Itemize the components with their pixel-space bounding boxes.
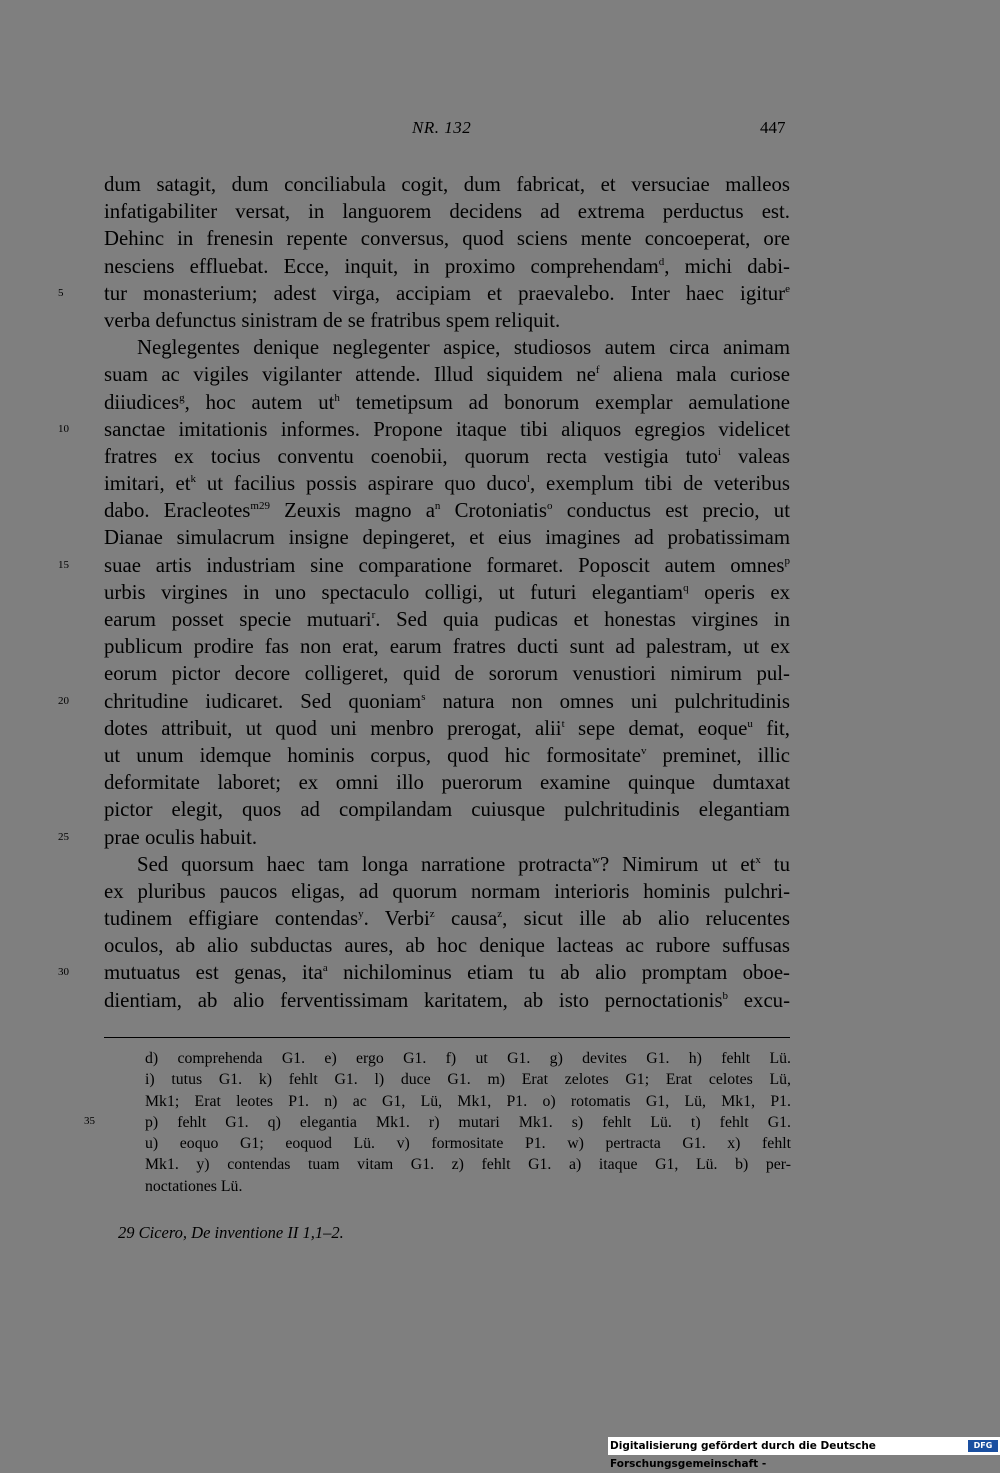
funding-notice: Digitalisierung gefördert durch die Deutsche Forschungsgemeinschaft -	[610, 1440, 876, 1470]
text-line: suam ac vigiles vigilanter attende. Illud siquidem $ne^f$ aliena mala curiose	[104, 363, 790, 387]
line-number: 15	[58, 558, 69, 571]
text-line: fratres ex tocius conventu coenobii, quorum recta vestigia tuto$^i$ valeas	[104, 444, 790, 468]
text-line: Sed quorsum haec tam longa narratione protracta$^w$? Nimirum ut $et^x$ tu	[137, 852, 790, 876]
line-number: 35	[84, 1115, 95, 1127]
body-text	[58, 171, 791, 1014]
text-line: eorum pictor decore colligeret, quid de sororum venustiori nimirum pul-	[104, 662, 790, 686]
apparatus-line: p) fehlt G1. q) elegantia Mk1. r) mutari Mk1. s) fehlt Lü. t) fehlt G1.	[145, 1113, 791, 1131]
text-line: oculos, ab alio subductas aures, ab hoc denique lacteas ac rubore suffusas	[104, 934, 790, 958]
critical-apparatus	[145, 1048, 791, 1197]
text-line: verba defunctus sinistram de se fratribus spem reliquit.	[104, 308, 561, 332]
text-line: nesciens effluebat. Ecce, inquit, in proximo comprehendam$^d$, michi dabi-	[104, 254, 790, 278]
text-line: dientiam, ab alio ferventissimam karitatem, ab isto pernoctationis$^b$ excu-	[104, 988, 790, 1012]
text-line: pictor elegit, quos ad compilandam cuiusque pulchritudinis elegantiam	[104, 798, 790, 822]
chapter-number: NR. 132	[412, 118, 472, 137]
running-head	[0, 118, 1000, 142]
text-line: ex pluribus paucos eligas, ad quorum normam interioris hominis pulchri-	[104, 879, 790, 903]
source-note: 29 Cicero, De inventione II 1,1–2.	[118, 1223, 344, 1242]
text-line: ut unum idemque hominis corpus, quod hic formositate$^v$ preminet, illic	[104, 743, 791, 767]
text-line: Neglegentes denique neglegenter aspice, studiosos autem circa animam	[137, 336, 790, 360]
text-line: urbis virgines in uno spectaculo colligi, ut futuri elegantiam$^q$ operis ex	[104, 580, 790, 604]
text-line: earum posset specie mutuari$^r$. Sed quia pudicas et honestas virgines in	[104, 608, 790, 631]
line-number: 10	[58, 422, 69, 435]
text-line: 5 tur monasterium; adest virga, accipiam et praevalebo. Inter haec igitur$^e$	[104, 280, 790, 307]
line-number: 30	[58, 966, 69, 979]
page-number: 447	[760, 118, 786, 137]
text-line: deformitate laboret; ex omni illo puerorum examine quinque dumtaxat	[104, 771, 790, 795]
footnote-divider	[104, 1037, 790, 1038]
apparatus-line: Mk1. y) contendas tuam vitam G1. z) fehlt G1. a) itaque G1, Lü. b) per-	[145, 1156, 791, 1174]
text-line: 25 prae oculis habuit.	[104, 824, 790, 851]
text-line: Dehinc in frenesin repente conversus, quod sciens mente concoeperat, ore	[104, 227, 790, 251]
dfg-logo-icon: DFG	[968, 1440, 998, 1452]
apparatus-line: i) tutus G1. k) fehlt G1. l) duce G1. m) Erat zelotes G1; Erat celotes Lü,	[145, 1071, 791, 1089]
text-line: Dianae simulacrum insigne depingeret, et eius imagines ad probatissimam	[104, 526, 790, 550]
line-number: 5	[58, 286, 64, 299]
text-line: diiudices$^g$, hoc autem $ut^h$ temetipsum ad bonorum exemplar aemulatione	[104, 390, 790, 414]
line-number: 25	[58, 830, 69, 843]
text-line: 10 sanctae imitationis informes. Propone itaque tibi aliquos egregios videlicet	[104, 416, 790, 443]
text-line: dum satagit, dum conciliabula cogit, dum fabricat, et versuciae malleos	[104, 173, 790, 196]
text-line: 20 chritudine iudicaret. Sed quoniam$^s$ natura non omnes uni pulchritudinis	[104, 688, 790, 715]
text-line: publicum prodire fas non erat, earum fratres ducti sunt ad palestram, ut ex	[104, 635, 790, 659]
text-line: 30 mutuatus est genas, ita$^a$ nichilominus etiam tu ab alio promptam oboe-	[104, 959, 790, 986]
text-line: 15 suae artis industriam sine comparatione formaret. Poposcit autem omnes$^p$	[104, 552, 790, 579]
text-line: dotes attribuit, ut quod uni menbro prerogat, alii$^t$ sepe demat, eoque$^u$ fit,	[104, 716, 790, 740]
apparatus-line: d) comprehenda G1. e) ergo G1. f) ut G1. g) devites G1. h) fehlt Lü.	[145, 1050, 791, 1067]
text-line: tudinem effigiare contendas$^y$. Verbi$^z$ causa$^z$, sicut ille ab alio relucentes	[104, 907, 790, 931]
apparatus-line: u) eoquo G1; eoquod Lü. v) formositate P1. w) pertracta G1. x) fehlt	[145, 1135, 791, 1153]
line-number: 20	[58, 694, 69, 707]
text-line: imitari, $et^k$ ut facilius possis aspirare quo duco$^l$, exemplum tibi de veteribus	[104, 472, 791, 496]
apparatus-line: Mk1; Erat leotes P1. n) ac G1, Lü, Mk1, P1. o) rotomatis G1, Lü, Mk1, P1.	[145, 1092, 791, 1110]
text-line: dabo. Eracleotes$^{m29}$ Zeuxis magno $a^n$ Crotoniatis$^o$ conductus est precio, ut	[104, 499, 790, 523]
apparatus-line: noctationes Lü.	[145, 1177, 243, 1195]
footer-bar	[608, 1437, 1000, 1470]
text-line: infatigabiliter versat, in languorem decidens ad extrema perductus est.	[104, 200, 790, 224]
